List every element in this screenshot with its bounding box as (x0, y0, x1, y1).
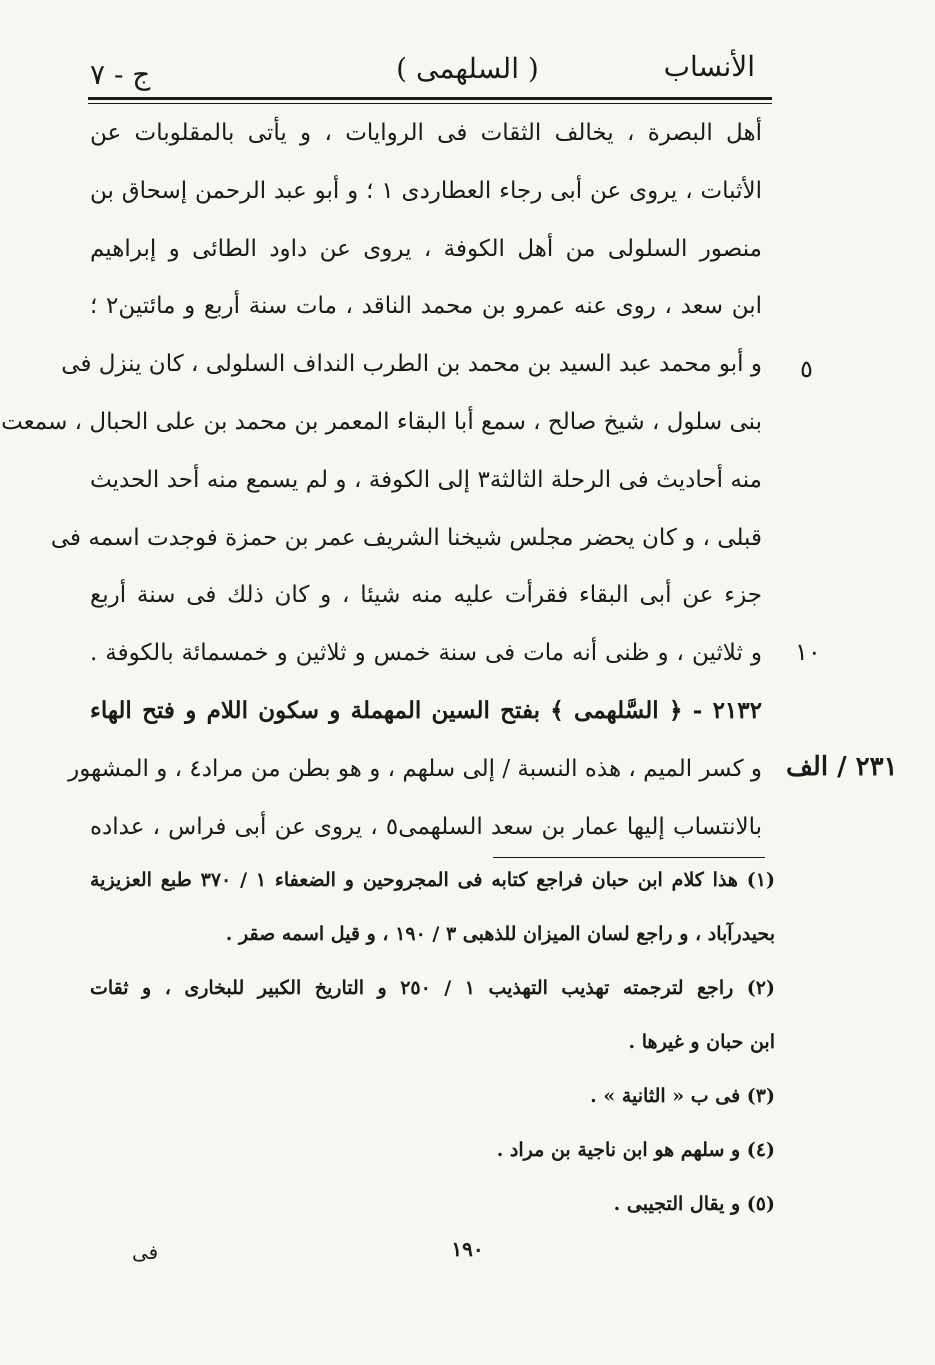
header-rule-thick (88, 97, 772, 100)
text-line-2: الأثبات ، يروى عن أبى رجاء العطاردى ١ ؛ و أبو عبد الرحمن إسحاق بن (90, 177, 762, 204)
text-line-5: و أبو محمد عبد السيد بن محمد بن الطرب النداف السلولى ، كان ينزل فى (61, 351, 762, 378)
signature-mark: فى (132, 1240, 159, 1264)
page-number: ١٩٠ (451, 1237, 484, 1261)
text-line-10: و ثلاثين ، و ظنى أنه مات فى سنة خمس و ثلاثين و خمسمائة بالكوفة . (90, 640, 762, 667)
footnote-4: (٤) و سلهم هو ابن ناجية بن مراد . (496, 1139, 775, 1161)
footnote-3: (٣) فى ب « الثانية » . (590, 1085, 775, 1107)
footnotes (90, 866, 775, 1244)
text-line-9: جزء عن أبى البقاء فقرأت عليه منه شيئا ، و كان ذلك فى سنة أربع (90, 582, 762, 609)
footnote-separator (493, 857, 765, 858)
text-line-8: قبلى ، و كان يحضر مجلس شيخنا الشريف عمر بن حمزة فوجدت اسمه فى (50, 524, 762, 551)
text-line-4: ابن سعد ، روى عنه عمرو بن محمد الناقد ، مات سنة أربع و مائتين٢ ؛ (90, 293, 763, 320)
line-number-5: ٥ (800, 355, 813, 383)
footnote-1-cont: بحيدرآباد ، و راجع لسان الميزان للذهبى ٣ / ١٩٠ ، و قيل اسمه صقر . (225, 923, 775, 945)
entry-title: ( السلهمى ) (396, 52, 539, 85)
text-line-12: و كسر الميم ، هذه النسبة / إلى سلهم ، و هو بطن من مراد٤ ، و المشهور (68, 755, 762, 782)
folio-marker: ٢٣١ / الف (786, 752, 898, 782)
footnote-1: (١) هذا كلام ابن حبان فراجع كتابه فى المجروحين و الضعفاء ١ / ٣٧٠ طبع العزيزية (90, 869, 775, 891)
line-number-10: ١٠ (795, 638, 821, 666)
text-line-13: بالانتساب إليها عمار بن سعد السلهمى٥ ، يروى عن أبى فراس ، عداده (90, 813, 762, 840)
text-line-3: منصور السلولى من أهل الكوفة ، يروى عن داود الطائى و إبراهيم (90, 235, 762, 262)
text-line-1: أهل البصرة ، يخالف الثقات فى الروايات ، و يأتى بالمقلوبات عن (90, 120, 762, 146)
entry-heading-line: ٢١٣٢ - ﴿ السَّلهمى ﴾ بفتح السين المهملة و سكون اللام و فتح الهاء (90, 696, 762, 724)
volume-label: ج - ٧ (90, 58, 151, 91)
footnote-5: (٥) و يقال التجيبى . (613, 1193, 775, 1215)
header-rule-thin (88, 103, 772, 104)
text-line-7: منه أحاديث فى الرحلة الثالثة٣ إلى الكوفة ، و لم يسمع منه أحد الحديث (90, 466, 762, 493)
text-line-6: بنى سلول ، شيخ صالح ، سمع أبا البقاء المعمر بن محمد بن على الحبال ، سمعت (1, 408, 762, 435)
footnote-2-cont: ابن حبان و غيرها . (628, 1031, 775, 1053)
main-text (1, 118, 763, 869)
footnote-2: (٢) راجع لترجمته تهذيب التهذيب ١ / ٢٥٠ و التاريخ الكبير للبخارى ، و ثقات (90, 977, 776, 999)
book-title: الأنساب (663, 50, 755, 83)
